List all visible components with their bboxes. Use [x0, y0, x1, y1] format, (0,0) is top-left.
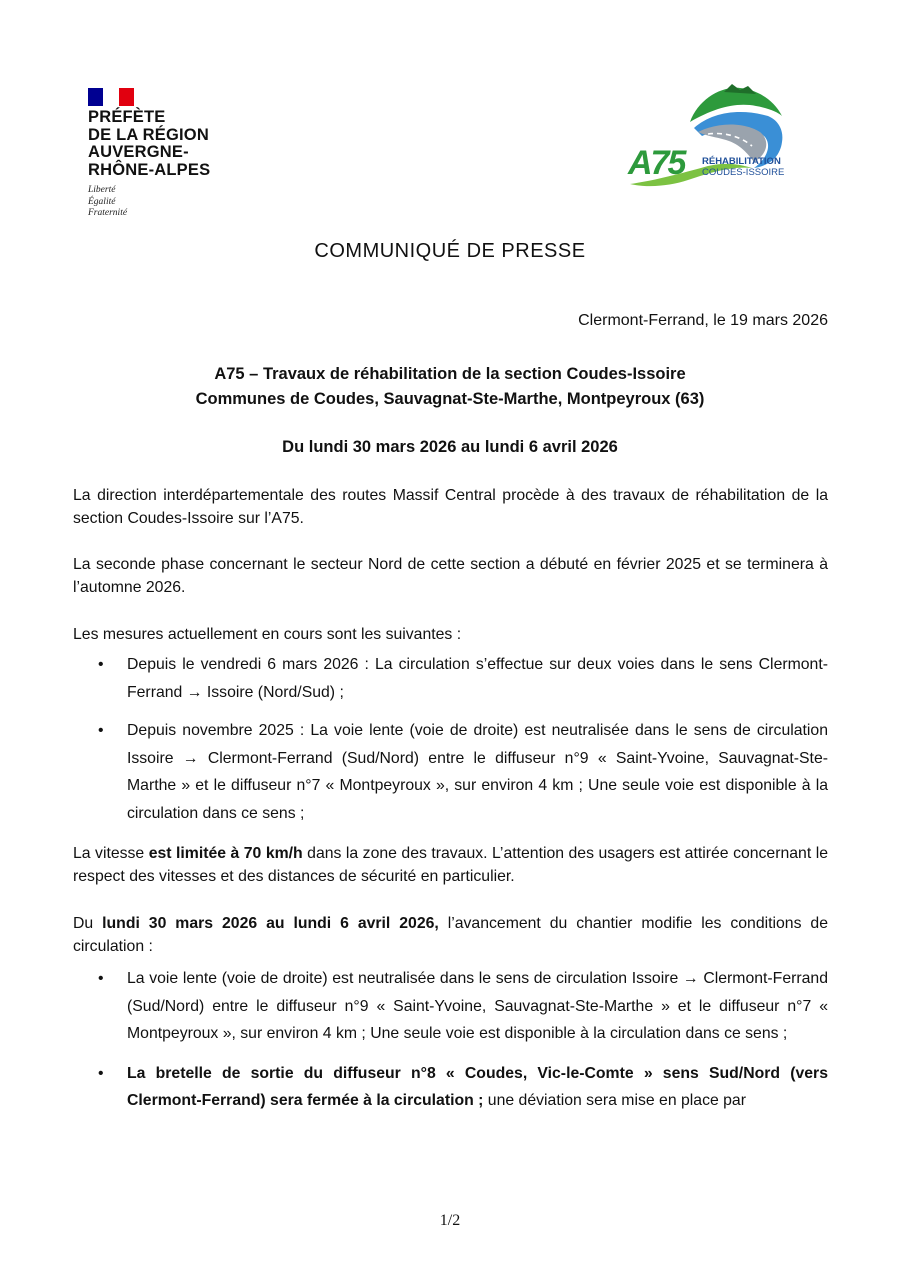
paragraph-speed-limit [73, 842, 828, 888]
exit-closure-emphasis: La bretelle de sortie du diffuseur n°8 « Coudes, Vic-le-Comte » sens Sud/Nord (vers Clermont-Ferrand) sera fermée à la circulation ; [127, 1064, 828, 1109]
prefecture-logo [88, 88, 248, 220]
conditions-text-a: Du [73, 915, 103, 932]
a75-logo-rehab: RÉHABILITATION [702, 156, 781, 167]
republic-motto: Liberté Égalité Fraternité [88, 185, 128, 218]
document-type-heading: COMMUNIQUÉ DE PRESSE [314, 240, 586, 262]
list-item [73, 651, 828, 706]
paragraph-new-conditions [73, 912, 828, 958]
bullet-icon: • [98, 656, 104, 673]
a75-logo [628, 82, 788, 194]
paragraph-phase: La seconde phase concernant le secteur Nord de cette section a débuté en février 2025 et se terminera à l’automne 2026. [73, 556, 828, 596]
speed-text-c: dans la zone des travaux. L’attention des usagers est attirée concernant le respect des vitesses et des distances de sécurité en particulier. [73, 845, 828, 885]
a75-logo-text: A75 [628, 144, 685, 182]
list-item [73, 965, 828, 1048]
paragraph-current-measures-intro: Les mesures actuellement en cours sont les suivantes : [73, 626, 462, 643]
current-measures-list [73, 651, 828, 827]
list-item-text: une déviation sera mise en place par [483, 1092, 746, 1109]
works-period: Du lundi 30 mars 2026 au lundi 6 avril 2026 [282, 438, 618, 456]
bullet-icon: • [98, 970, 104, 987]
list-item [73, 717, 828, 827]
list-item-text: Depuis novembre 2025 : La voie lente (voie de droite) est neutralisée dans le sens de circulation Issoire → Clermont-Ferrand (Sud/Nord) entre le diffuseur n°9 « Saint-Yvoine, Sauvagnat-Ste-Marthe » et le diffuseur n°7 « Montpeyroux », sur environ 4 km ; Une seule voie est disponible à la circulation dans ce sens ; [127, 722, 828, 822]
conditions-text-c: l’avancement du chantier modifie les conditions de circulation : [73, 915, 829, 955]
flag-white-band [103, 88, 118, 106]
speed-text-a: La vitesse [73, 845, 149, 862]
paragraph-intro: La direction interdépartementale des routes Massif Central procède à des travaux de réhabilitation de la section Coudes-Issoire sur l’A75. [73, 487, 828, 527]
new-measures-list [73, 965, 828, 1115]
list-item [73, 1060, 828, 1115]
list-item-text: La voie lente (voie de droite) est neutralisée dans le sens de circulation Issoire → Clermont-Ferrand (Sud/Nord) entre le diffuseur n°9 « Saint-Yvoine, Sauvagnat-Ste-Marthe » et le diffuseur n°7 « Montpeyroux », sur environ 4 km ; Une seule voie est disponible à la circulation dans ce sens ; [127, 970, 828, 1042]
marianne-flag-icon [88, 88, 134, 106]
conditions-dates-emphasis: lundi 30 mars 2026 au lundi 6 avril 2026, [102, 915, 439, 932]
bullet-icon: • [98, 1064, 104, 1082]
page-number: 1/2 [439, 1212, 461, 1229]
flag-blue-band [88, 88, 103, 106]
bullet-icon: • [98, 722, 104, 739]
date-line: Clermont-Ferrand, le 19 mars 2026 [578, 312, 828, 329]
speed-limit-emphasis: est limitée à 70 km/h [148, 845, 303, 862]
list-item-text: Depuis le vendredi 6 mars 2026 : La circulation s’effectue sur deux voies dans le sens Clermont-Ferrand → Issoire (Nord/Sud) ; [127, 656, 828, 701]
a75-logo-section: COUDES-ISSOIRE [702, 167, 785, 178]
title-line-2: Communes de Coudes, Sauvagnat-Ste-Marthe, Montpeyroux (63) [195, 390, 705, 408]
press-release-title [0, 362, 900, 412]
title-line-1: A75 – Travaux de réhabilitation de la section Coudes-Issoire [214, 365, 686, 383]
flag-red-band [119, 88, 134, 106]
prefecture-name: PRÉFÈTE DE LA RÉGION AUVERGNE- RHÔNE-ALPES [88, 108, 211, 179]
